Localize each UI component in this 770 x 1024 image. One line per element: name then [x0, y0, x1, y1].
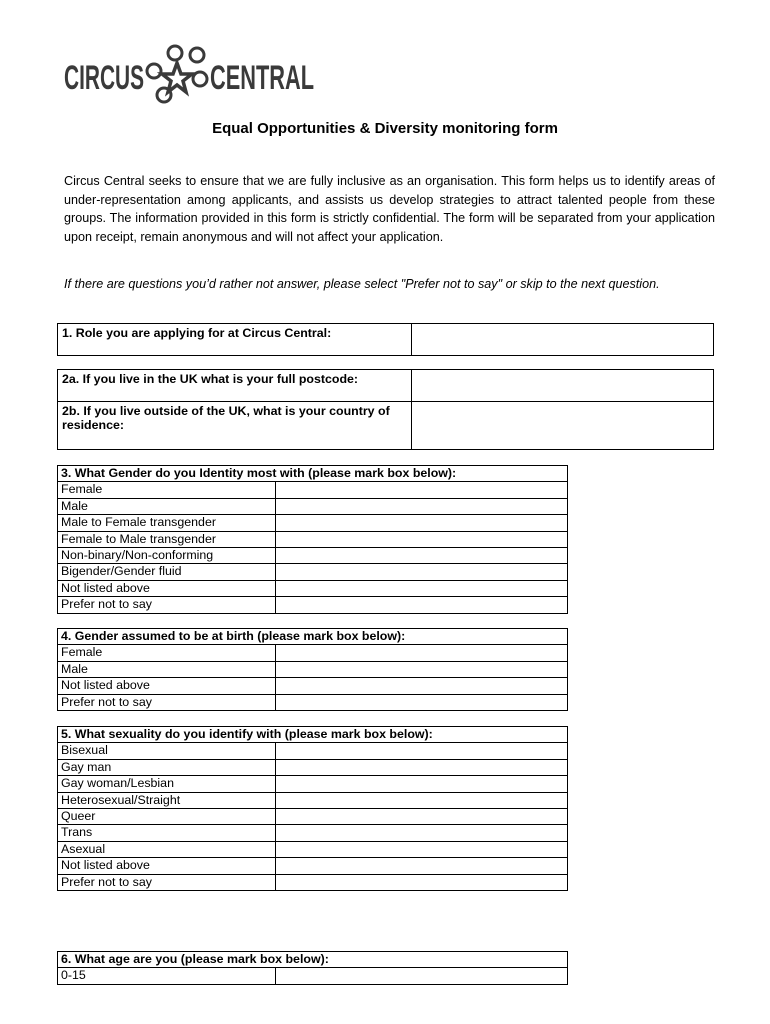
logo-left-text: CIRCUS [64, 59, 144, 97]
table-row [58, 759, 568, 775]
q3-option-label: Male to Female transgender [58, 515, 276, 531]
q4-header: 4. Gender assumed to be at birth (please mark box below): [58, 629, 568, 645]
q6-age-table [57, 951, 568, 985]
q5-option-mark-box[interactable] [276, 858, 568, 874]
q3-gender-identity-table [57, 465, 568, 614]
table-row [58, 580, 568, 596]
table-row [58, 498, 568, 514]
q5-option-label: Bisexual [58, 743, 276, 759]
table-row [58, 841, 568, 857]
q3-option-mark-box[interactable] [276, 580, 568, 596]
q3-option-mark-box[interactable] [276, 515, 568, 531]
q4-option-label: Male [58, 661, 276, 677]
q5-option-mark-box[interactable] [276, 743, 568, 759]
q5-option-mark-box[interactable] [276, 874, 568, 890]
q5-option-mark-box[interactable] [276, 825, 568, 841]
q4-option-label: Not listed above [58, 678, 276, 694]
q3-option-label: Male [58, 498, 276, 514]
q4-option-label: Prefer not to say [58, 694, 276, 710]
circus-central-logo [64, 43, 316, 105]
q4-option-label: Female [58, 645, 276, 661]
q1-table [57, 323, 714, 356]
logo-star-icon [147, 46, 207, 102]
q4-option-mark-box[interactable] [276, 694, 568, 710]
q5-option-label: Queer [58, 808, 276, 824]
q2a-postcode-field[interactable] [412, 370, 714, 402]
table-row [58, 661, 568, 677]
q5-option-label: Not listed above [58, 858, 276, 874]
q3-header: 3. What Gender do you Identity most with (please mark box below): [58, 466, 568, 482]
q5-option-mark-box[interactable] [276, 776, 568, 792]
table-row [58, 597, 568, 613]
q3-option-mark-box[interactable] [276, 597, 568, 613]
q1-label: 1. Role you are applying for at Circus Central: [58, 324, 412, 356]
table-row [58, 678, 568, 694]
table-row [58, 858, 568, 874]
q5-option-label: Prefer not to say [58, 874, 276, 890]
q5-option-label: Trans [58, 825, 276, 841]
q1-answer-field[interactable] [412, 324, 714, 356]
q4-option-mark-box[interactable] [276, 661, 568, 677]
q2-table [57, 369, 714, 450]
q5-option-mark-box[interactable] [276, 792, 568, 808]
intro-paragraph: Circus Central seeks to ensure that we are fully inclusive as an organisation. This form helps us to identify areas of under-representation among applicants, and assists us develop strategies to attract talented people from these groups. The information provided in this form is strictly confidential. The form will be separated from your application upon receipt, remain anonymous and will not affect your application. [64, 174, 715, 244]
table-row [58, 531, 568, 547]
q4-birth-gender-table [57, 628, 568, 711]
q4-option-mark-box[interactable] [276, 678, 568, 694]
table-row [58, 968, 568, 984]
table-row [58, 645, 568, 661]
q3-option-mark-box[interactable] [276, 564, 568, 580]
table-row [58, 482, 568, 498]
table-row [58, 825, 568, 841]
table-row [58, 515, 568, 531]
q5-option-mark-box[interactable] [276, 808, 568, 824]
q3-option-mark-box[interactable] [276, 547, 568, 563]
table-row [58, 743, 568, 759]
table-row [58, 792, 568, 808]
q3-option-label: Female to Male transgender [58, 531, 276, 547]
q3-option-label: Prefer not to say [58, 597, 276, 613]
table-row [58, 808, 568, 824]
q2b-label: 2b. If you live outside of the UK, what is your country of residence: [58, 402, 412, 450]
q3-option-mark-box[interactable] [276, 482, 568, 498]
q3-option-mark-box[interactable] [276, 498, 568, 514]
logo-right-text: CENTRAL [210, 59, 314, 97]
q2b-country-field[interactable] [412, 402, 714, 450]
q5-option-mark-box[interactable] [276, 759, 568, 775]
q5-option-label: Gay woman/Lesbian [58, 776, 276, 792]
q3-option-label: Not listed above [58, 580, 276, 596]
q6-header: 6. What age are you (please mark box below): [58, 952, 568, 968]
q5-option-label: Gay man [58, 759, 276, 775]
q2a-label: 2a. If you live in the UK what is your full postcode: [58, 370, 412, 402]
q6-option-label: 0-15 [58, 968, 276, 984]
q6-option-mark-box[interactable] [276, 968, 568, 984]
q5-header: 5. What sexuality do you identify with (please mark box below): [58, 727, 568, 743]
table-row [58, 564, 568, 580]
table-row [58, 874, 568, 890]
q5-option-label: Asexual [58, 841, 276, 857]
q3-option-label: Bigender/Gender fluid [58, 564, 276, 580]
q5-sexuality-table [57, 726, 568, 891]
q3-option-mark-box[interactable] [276, 531, 568, 547]
form-title: Equal Opportunities & Diversity monitoring form [212, 120, 558, 137]
q3-option-label: Non-binary/Non-conforming [58, 547, 276, 563]
skip-note: If there are questions you’d rather not answer, please select "Prefer not to say" or skip to the next question. [64, 277, 660, 291]
q4-option-mark-box[interactable] [276, 645, 568, 661]
q5-option-label: Heterosexual/Straight [58, 792, 276, 808]
table-row [58, 694, 568, 710]
q5-option-mark-box[interactable] [276, 841, 568, 857]
q3-option-label: Female [58, 482, 276, 498]
table-row [58, 776, 568, 792]
table-row [58, 547, 568, 563]
